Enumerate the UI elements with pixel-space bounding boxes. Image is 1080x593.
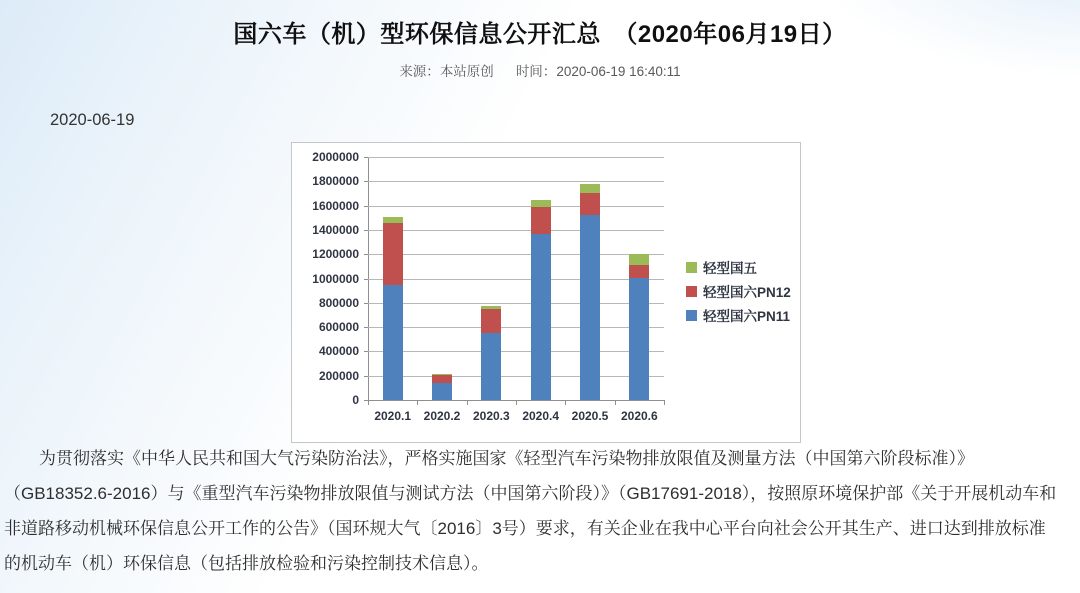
legend-item xyxy=(686,255,791,279)
bar-segment xyxy=(432,375,452,383)
legend-item xyxy=(686,303,791,327)
time-value: 2020-06-19 16:40:11 xyxy=(556,64,681,79)
legend-label: 轻型国五 xyxy=(703,261,757,276)
bar-segment xyxy=(481,333,501,400)
bar-segment xyxy=(531,234,551,400)
source-label: 来源： xyxy=(399,64,440,79)
gridline xyxy=(368,279,664,280)
bar-segment xyxy=(481,309,501,333)
y-tick-mark xyxy=(364,327,368,328)
y-tick-label: 200000 xyxy=(318,368,359,383)
y-tick-mark xyxy=(364,376,368,377)
x-tick-label: 2020.5 xyxy=(571,409,609,423)
bar-segment xyxy=(531,200,551,207)
legend-swatch xyxy=(686,286,697,297)
bar-segment xyxy=(481,306,501,309)
legend-label: 轻型国六PN11 xyxy=(703,309,791,324)
gridline xyxy=(368,157,664,158)
bar-segment xyxy=(432,374,452,375)
y-tick-label: 1800000 xyxy=(312,174,359,189)
y-tick-label: 0 xyxy=(352,393,359,407)
gridline xyxy=(368,181,664,182)
body-paragraph: 为贯彻落实《中华人民共和国大气污染防治法》，严格实施国家《轻型汽车污染物排放限值及测量方法（中国第六阶段标准）》（GB18352.6-2016）与《重型汽车污染物排放限值与测试方法（中国第六阶段）》（GB17691-2018），按照原环境保护部《关于开展机动车和非道路移动机械环保信息公开工作的公告》（国环规大气〔2016〕3号）要求，有关企业在我中心平台向社会公开其生产、进口达到排放标准的机动车（机）环保信息（包括排放检验和污染控制技术信息）。 xyxy=(4,449,1057,573)
gridline xyxy=(368,254,664,255)
bar-segment xyxy=(531,207,551,234)
y-tick-mark xyxy=(364,157,368,158)
legend-swatch xyxy=(686,262,697,273)
x-tick-mark xyxy=(417,401,418,405)
y-tick-label: 1000000 xyxy=(312,271,359,286)
y-tick-mark xyxy=(364,230,368,231)
legend-label: 轻型国六PN12 xyxy=(703,285,791,300)
x-tick-mark xyxy=(565,401,566,405)
plot-area xyxy=(368,157,664,400)
y-tick-mark xyxy=(364,303,368,304)
x-tick-label: 2020.4 xyxy=(522,409,560,423)
bar-segment xyxy=(383,223,403,285)
x-tick-mark xyxy=(664,401,665,405)
y-tick-label: 600000 xyxy=(318,320,359,335)
y-tick-label: 400000 xyxy=(318,344,359,359)
bar-segment xyxy=(383,285,403,400)
bar-segment xyxy=(629,254,649,265)
legend-item xyxy=(686,279,791,303)
gridline xyxy=(368,376,664,377)
bar-segment xyxy=(580,184,600,193)
gridline xyxy=(368,327,664,328)
y-tick-label: 1200000 xyxy=(312,247,359,262)
x-tick-label: 2020.3 xyxy=(472,409,510,423)
y-tick-mark xyxy=(364,351,368,352)
x-tick-mark xyxy=(368,401,369,405)
bar-segment xyxy=(580,193,600,215)
chart-legend xyxy=(686,255,791,327)
y-tick-mark xyxy=(364,206,368,207)
source-value: 本站原创 xyxy=(439,64,494,79)
bar-segment xyxy=(432,383,452,400)
x-tick-mark xyxy=(516,401,517,405)
x-tick-mark xyxy=(615,401,616,405)
y-tick-label: 1600000 xyxy=(312,198,359,213)
x-tick-label: 2020.2 xyxy=(423,409,461,423)
bar-segment xyxy=(629,265,649,278)
date-line: 2020-06-19 xyxy=(50,111,135,129)
y-tick-label: 2000000 xyxy=(312,150,359,164)
y-tick-mark xyxy=(364,254,368,255)
x-tick-label: 2020.1 xyxy=(374,409,412,423)
gridline xyxy=(368,230,664,231)
bar-segment xyxy=(580,215,600,400)
gridline xyxy=(368,351,664,352)
bar-segment xyxy=(629,278,649,400)
legend-swatch xyxy=(686,310,697,321)
chart-image xyxy=(291,142,801,443)
x-tick-label: 2020.6 xyxy=(620,409,658,423)
page-title: 国六车（机）型环保信息公开汇总 （2020年06月19日） xyxy=(233,21,847,48)
x-tick-mark xyxy=(467,401,468,405)
y-tick-label: 1400000 xyxy=(312,222,359,237)
gridline xyxy=(368,303,664,304)
y-tick-mark xyxy=(364,279,368,280)
time-label: 时间： xyxy=(515,64,557,79)
gridline xyxy=(368,206,664,207)
article-meta xyxy=(0,60,1080,80)
y-tick-mark xyxy=(364,181,368,182)
bar-segment xyxy=(383,217,403,223)
y-tick-label: 800000 xyxy=(318,295,359,310)
